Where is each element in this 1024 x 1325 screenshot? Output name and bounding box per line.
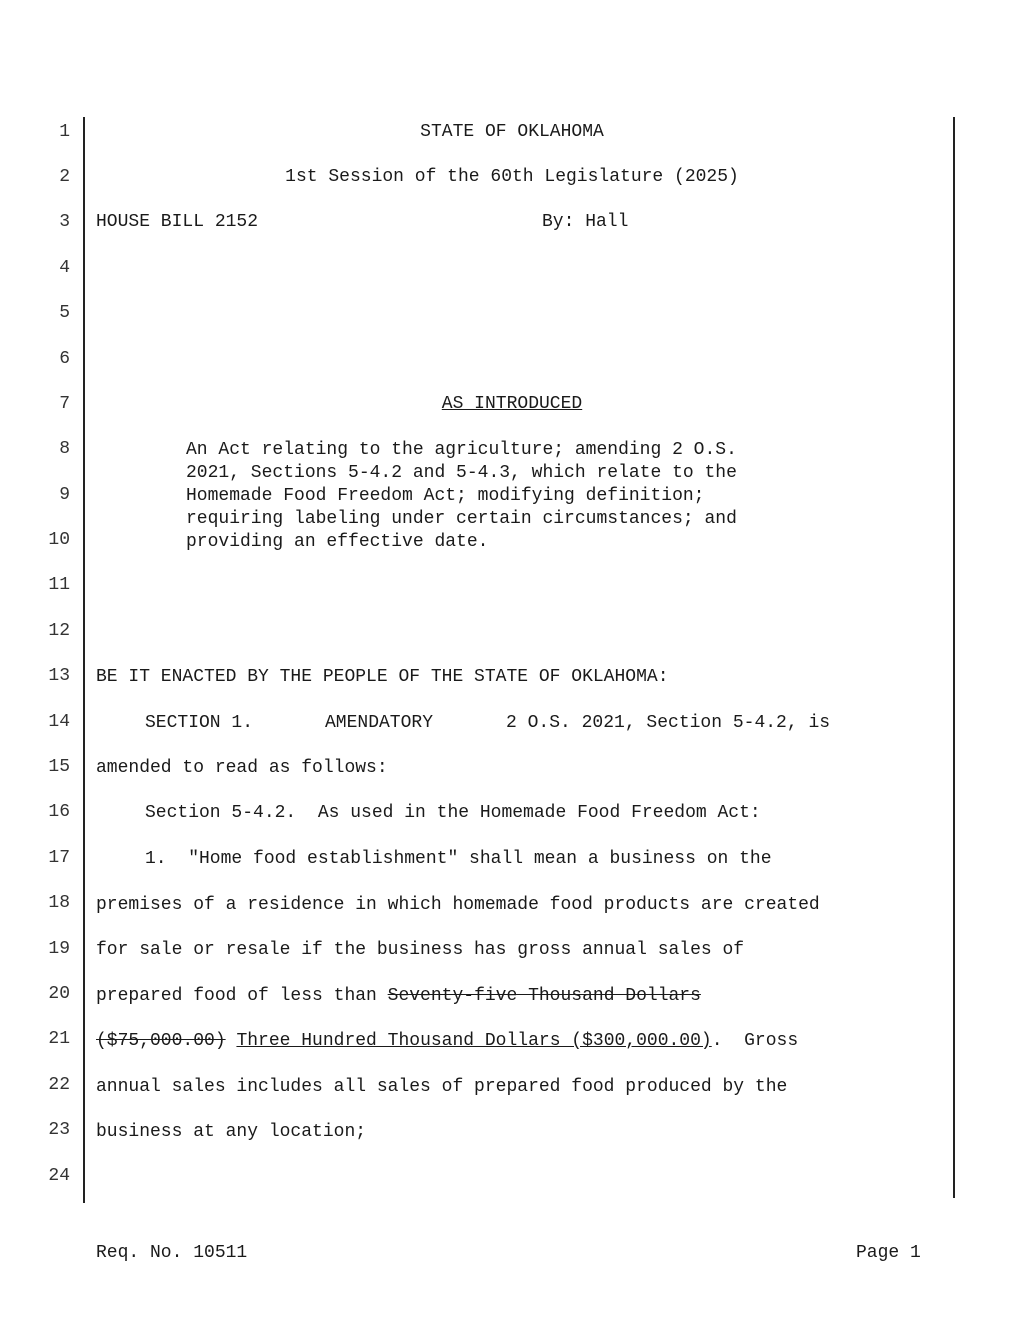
- bill-title: [186, 439, 737, 554]
- body-line-22: annual sales includes all sales of prepared food produced by the: [96, 1077, 788, 1097]
- state-heading: STATE OF OKLAHOMA: [420, 122, 604, 142]
- line-number: 16: [48, 802, 70, 822]
- request-number: Req. No. 10511: [96, 1243, 248, 1263]
- body-line-21: [96, 1030, 798, 1052]
- line-number: 19: [48, 939, 70, 959]
- body-line-17: 1. "Home food establishment" shall mean a business on the: [145, 849, 772, 869]
- title-line: An Act relating to the agriculture; amending 2 O.S.: [186, 440, 737, 460]
- section-continuation: amended to read as follows:: [96, 758, 388, 778]
- section-type: AMENDATORY: [325, 713, 434, 733]
- line-number: 3: [59, 212, 70, 232]
- line-number: 7: [59, 394, 70, 414]
- as-introduced-label: AS INTRODUCED: [441, 394, 583, 414]
- line-number: 4: [59, 258, 70, 278]
- inserted-text: Three Hundred Thousand Dollars ($300,000.00): [236, 1031, 712, 1051]
- line-number: 24: [48, 1166, 70, 1186]
- struck-text: Seventy-five Thousand Dollars: [387, 986, 701, 1006]
- title-line: requiring labeling under certain circumstances; and: [186, 509, 737, 529]
- page-number: Page 1: [856, 1243, 921, 1263]
- line-number: 10: [48, 530, 70, 550]
- left-margin-rule: [83, 117, 85, 1203]
- title-line: 2021, Sections 5-4.2 and 5-4.3, which relate to the: [186, 463, 737, 483]
- line-number: 17: [48, 848, 70, 868]
- body-line-23: business at any location;: [96, 1122, 367, 1142]
- line-number: 8: [59, 439, 70, 459]
- line-number: 6: [59, 349, 70, 369]
- line-number: 5: [59, 303, 70, 323]
- line-number: 11: [48, 575, 70, 595]
- body-line-21-text: . Gross: [711, 1031, 799, 1051]
- section-citation: 2 O.S. 2021, Section 5-4.2, is: [506, 713, 831, 733]
- body-line-20: [96, 985, 701, 1007]
- session-heading: 1st Session of the 60th Legislature (2025): [285, 167, 739, 187]
- bill-number: HOUSE BILL 2152: [96, 212, 259, 232]
- line-number: 20: [48, 984, 70, 1004]
- title-line: Homemade Food Freedom Act; modifying definition;: [186, 486, 705, 506]
- right-margin-rule: [953, 117, 955, 1198]
- body-line-16: Section 5-4.2. As used in the Homemade Food Freedom Act:: [145, 803, 761, 823]
- bill-author: By: Hall: [542, 212, 629, 232]
- line-number: 1: [59, 122, 70, 142]
- line-number: 22: [48, 1075, 70, 1095]
- line-number: 21: [48, 1029, 70, 1049]
- line-number: 14: [48, 712, 70, 732]
- section-label: SECTION 1.: [145, 713, 254, 733]
- line-number: 2: [59, 167, 70, 187]
- line-number: 18: [48, 893, 70, 913]
- line-number: 13: [48, 666, 70, 686]
- body-line-20-text: prepared food of less than: [96, 986, 388, 1006]
- body-line-19: for sale or resale if the business has gross annual sales of: [96, 940, 745, 960]
- line-number: 15: [48, 757, 70, 777]
- line-number: 12: [48, 621, 70, 641]
- line-number: 9: [59, 485, 70, 505]
- body-line-18: premises of a residence in which homemade food products are created: [96, 895, 820, 915]
- line-number: 23: [48, 1120, 70, 1140]
- title-line: providing an effective date.: [186, 532, 489, 552]
- struck-text: ($75,000.00): [96, 1031, 226, 1051]
- as-introduced-heading: [96, 393, 928, 415]
- enacting-clause: BE IT ENACTED BY THE PEOPLE OF THE STATE OF OKLAHOMA:: [96, 667, 669, 687]
